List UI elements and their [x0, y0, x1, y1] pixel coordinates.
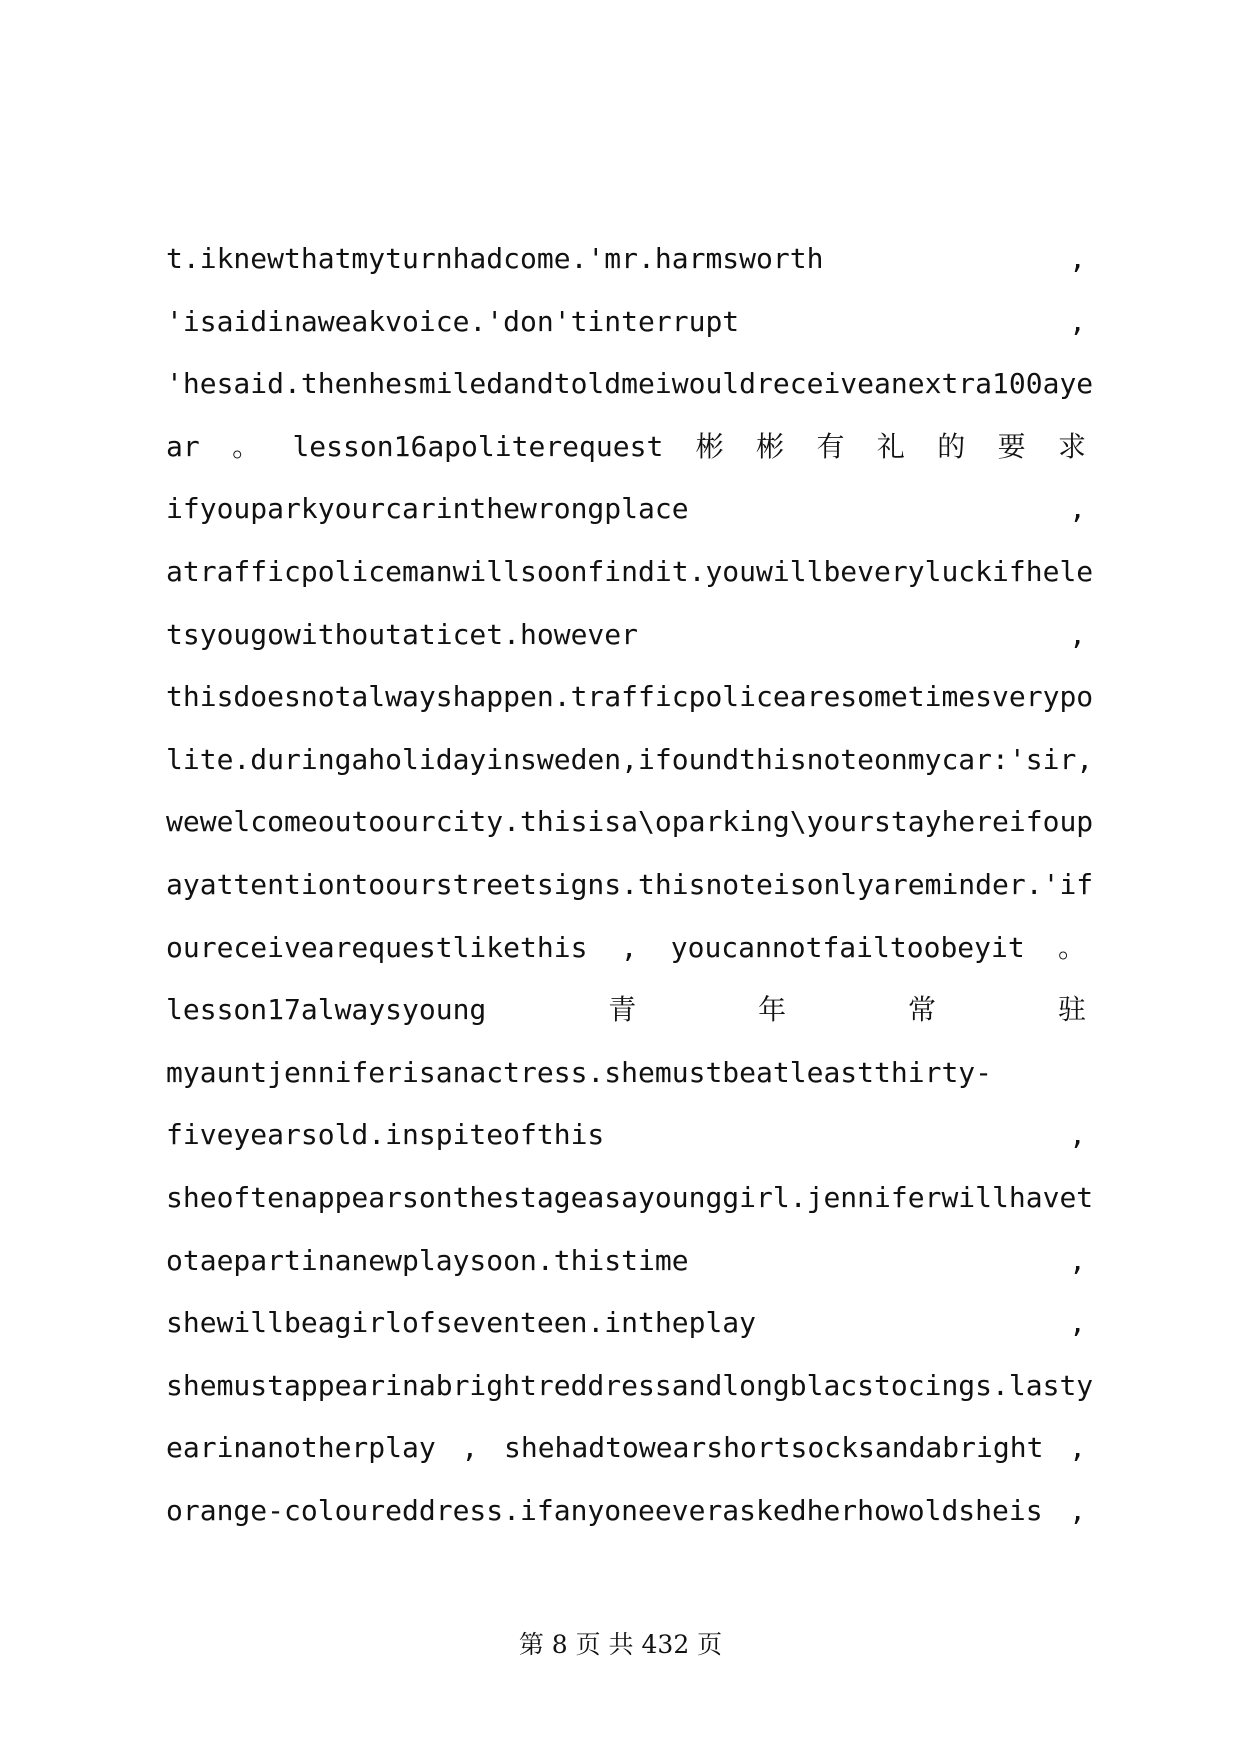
- text-segment: sheoftenappearsonthestageasayounggirl.jenniferwillhavet: [166, 1180, 1094, 1214]
- text-segment: thisdoesnotalwayshappen.trafficpolicearesometimesverypo: [166, 680, 1094, 714]
- text-segment: 有: [816, 429, 845, 463]
- text-line: [166, 1042, 1086, 1105]
- text-segment: shewillbeagirlofseventeen.intheplay: [166, 1306, 757, 1340]
- text-segment: lite.duringaholidayinsweden,ifoundthisnoteonmycar:'sir,: [166, 742, 1094, 776]
- text-segment: ,: [620, 930, 638, 964]
- text-segment: ,: [1069, 304, 1086, 338]
- text-segment: ,: [1069, 1243, 1086, 1277]
- text-line: [166, 1167, 1094, 1230]
- text-segment: myauntjenniferisanactress.shemustbeatleastthirty-: [166, 1055, 993, 1089]
- text-segment: ,: [1069, 1431, 1086, 1465]
- text-segment: 礼: [876, 429, 905, 463]
- text-segment: ,: [1069, 1493, 1086, 1527]
- text-segment: 'isaidinaweakvoice.'don'tinterrupt: [166, 304, 740, 338]
- text-segment: shemustappearinabrightreddressandlongblacstocings.lasty: [166, 1368, 1094, 1402]
- text-segment: 。: [1057, 930, 1086, 964]
- text-line: [166, 791, 1094, 854]
- text-segment: ,: [1069, 617, 1086, 651]
- text-line: [166, 729, 1094, 792]
- text-segment: tsyougowithoutaticet.however: [166, 617, 639, 651]
- page-number-footer: 第 8 页 共 432 页: [518, 1630, 723, 1659]
- text-segment: ifyouparkyourcarinthewrongplace: [166, 492, 689, 526]
- text-segment: 的: [937, 429, 966, 463]
- text-segment: 青: [608, 993, 637, 1027]
- text-segment: 彬: [756, 429, 785, 463]
- text-segment: oureceivearequestlikethis: [166, 930, 588, 964]
- text-line: [166, 1292, 1086, 1355]
- text-segment: 要: [997, 429, 1026, 463]
- text-segment: fiveyearsold.inspiteofthis: [166, 1118, 605, 1152]
- text-line: [166, 228, 1086, 291]
- text-segment: 常: [908, 993, 937, 1027]
- text-segment: wewelcomeoutoourcity.thisisa\oparking\yourstayhereifoup: [166, 805, 1094, 839]
- text-segment: ,: [1069, 1118, 1086, 1152]
- text-line: [166, 604, 1086, 667]
- text-segment: ,: [1069, 492, 1086, 526]
- text-segment: lesson17alwaysyoung: [166, 993, 487, 1027]
- text-segment: 年: [758, 993, 787, 1027]
- text-line: [166, 979, 1086, 1042]
- text-segment: otaepartinanewplaysoon.thistime: [166, 1243, 689, 1277]
- text-line: [166, 353, 1094, 416]
- text-segment: 'hesaid.thenhesmiledandtoldmeiwouldreceiveanextra100aye: [166, 367, 1094, 401]
- text-segment: t.iknewthatmyturnhadcome.'mr.harmsworth: [166, 242, 824, 275]
- text-segment: 。: [232, 429, 261, 463]
- text-line: [166, 1417, 1086, 1480]
- text-segment: lesson16apoliterequest: [292, 429, 664, 463]
- text-segment: 彬: [695, 429, 724, 463]
- text-line: [166, 1230, 1086, 1293]
- text-line: [166, 917, 1086, 980]
- text-segment: ayattentiontoourstreetsigns.thisnoteisonlyareminder.'if: [166, 867, 1094, 901]
- text-segment: atrafficpolicemanwillsoonfindit.youwillbeveryluckifhele: [166, 554, 1094, 588]
- text-line: [166, 291, 1086, 354]
- text-segment: 求: [1057, 429, 1086, 463]
- text-segment: ar: [166, 429, 200, 463]
- text-line: [166, 666, 1094, 729]
- text-segment: orange-coloureddress.ifanyoneeveraskedherhowoldsheis: [166, 1493, 1043, 1527]
- page-body: [166, 228, 1094, 1542]
- text-segment: earinanotherplay: [166, 1431, 436, 1465]
- text-segment: 驻: [1057, 993, 1086, 1027]
- text-segment: ,: [1069, 242, 1086, 275]
- text-segment: ,: [461, 1431, 479, 1465]
- text-segment: ,: [1069, 1306, 1086, 1340]
- text-line: [166, 1104, 1086, 1167]
- text-line: [166, 478, 1086, 541]
- text-line: [166, 854, 1094, 917]
- text-line: [166, 1480, 1086, 1543]
- text-line: [166, 416, 1086, 479]
- text-segment: shehadtowearshortsocksandabright: [503, 1431, 1044, 1465]
- text-line: [166, 541, 1094, 604]
- text-line: [166, 1355, 1094, 1418]
- text-segment: youcannotfailtoobeyit: [670, 930, 1025, 964]
